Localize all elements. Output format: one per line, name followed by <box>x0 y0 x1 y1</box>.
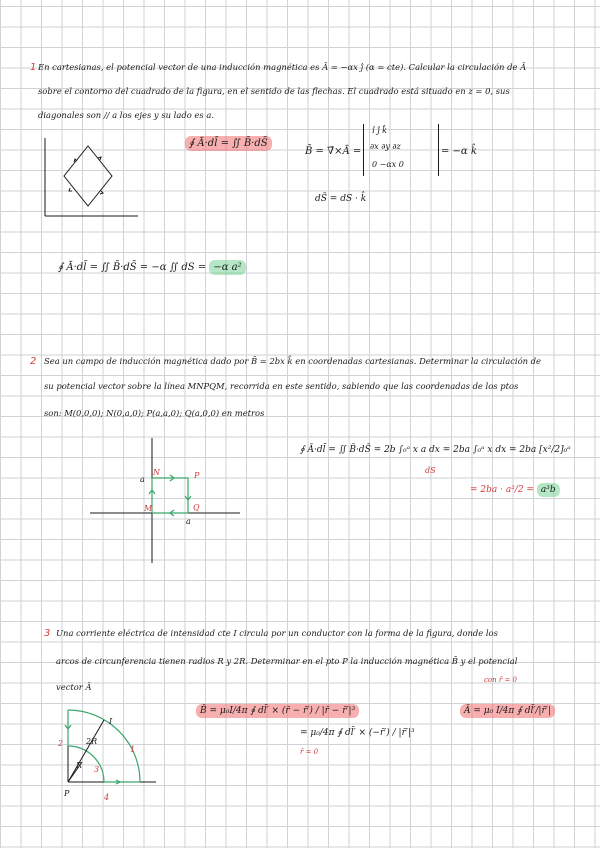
curl-row-3: 0 −αx 0 <box>372 160 404 169</box>
curl-determinant <box>363 124 439 176</box>
segment-1-label: 1 <box>130 745 136 754</box>
problem-1-curl-eq: B̄ = ∇̄×Ā = <box>305 146 362 157</box>
problem-2-dS-label: dS <box>425 466 436 475</box>
segment-2-label: 2 <box>58 739 64 748</box>
problem-1-figure <box>40 136 170 226</box>
curl-row-2: ∂x ∂y ∂z <box>370 142 401 151</box>
problem-2-figure <box>90 438 250 568</box>
problem-3-B-simplified: = μ₀/4π ∮ dl̄′ × (−r̄′) / |r̄′|³ <box>300 728 415 738</box>
segment-4-label: 4 <box>104 793 110 802</box>
stokes-highlight: ∮ Ā·dl̄ = ∬ B̄·dS̄ <box>185 136 272 151</box>
point-P-fig3-label: P <box>64 789 70 798</box>
current-I-label: I <box>109 717 113 726</box>
problem-2-line-2: su potencial vector sobre la línea MNPQM, recorrida en este sentido, sabiendo que las coordenadas de los ptos <box>44 381 519 391</box>
A-condition-note: con r̄ = 0 <box>484 676 517 684</box>
problem-1-dS: dS̄ = dS · k̂ <box>315 194 367 204</box>
problem-3-number: 3 <box>44 628 51 639</box>
point-Q-label: Q <box>193 503 200 512</box>
problem-3-line-2: arcos de circunferencia tienen radios R y 2R. Determinar en el pto P la inducción magnética B̄ y el potencial <box>56 656 518 666</box>
curl-result: = −α k̂ <box>441 146 477 157</box>
a-bottom-label: a <box>186 517 191 526</box>
biot-savart-highlight: B̄ = μ₀I/4π ∮ dl̄′ × (r̄ − r̄′) / |r̄ − r̄′|³ <box>196 704 359 718</box>
result-expression: ∮ Ā·dl̄ = ∬ B̄·dS̄ = −α ∬ dS = <box>58 262 207 273</box>
problem-1-number: 1 <box>30 62 37 73</box>
problem-1-stokes-eq <box>185 138 272 149</box>
point-N-label: N <box>153 468 160 477</box>
problem-2-line-3: son: M(0,0,0); N(0,a,0); P(a,a,0); Q(a,0,0) en metros <box>44 408 265 418</box>
problem-2-main-eq: ∮ Ā·dl̄ = ∬ B̄·dS̄ = 2b ∫₀ᵃ x a dx = 2ba ∫₀ᵃ x dx = 2ba [x²/2]₀ᵃ <box>300 445 571 455</box>
r-zero-note: r̄ = 0 <box>300 748 319 756</box>
problem-3-line-1: Una corriente eléctrica de intensidad cte I circula por un conductor con la forma de la figura, donde los <box>56 628 498 638</box>
problem-3-A-eq <box>460 706 555 716</box>
problem-1-line-1: En cartesianas, el potencial vector de una inducción magnética es Ā = −αx ĵ (α = cte). Calcular la circulación de Ā <box>38 62 527 72</box>
point-M-label: M <box>144 504 153 513</box>
A-vector-highlight: Ā = μ₀ I/4π ∮ dl̄′/|r̄′| <box>460 704 555 718</box>
problem-1-line-2: sobre el contorno del cuadrado de la figura, en el sentido de las flechas. El cuadrado está situado en z = 0, sus <box>38 86 510 96</box>
segment-3-label: 3 <box>94 765 100 774</box>
problem-2-number: 2 <box>30 356 37 367</box>
problem-2-mid: = 2ba · a²/2 = <box>470 485 534 495</box>
problem-1-answer: −α a² <box>209 260 245 275</box>
curl-row-1: î ĵ k̂ <box>372 126 387 135</box>
problem-3-line-3: vector Ā <box>56 682 92 692</box>
radius-R-label: R <box>76 761 83 770</box>
problem-3-figure <box>56 700 166 810</box>
problem-2-line-1: Sea un campo de inducción magnética dado por B̄ = 2bx k̂ en coordenadas cartesianas. Determinar la circulación de <box>44 356 541 366</box>
problem-2-final <box>470 485 560 495</box>
radius-2R-label: 2R <box>86 737 98 746</box>
problem-1-line-3: diagonales son // a los ejes y su lado es a. <box>38 110 214 120</box>
problem-3-B-eq <box>196 706 359 716</box>
problem-2-answer: a³b <box>537 483 560 497</box>
a-left-label: a <box>140 475 145 484</box>
point-P-label: P <box>194 471 200 480</box>
problem-1-result-eq <box>58 262 246 273</box>
